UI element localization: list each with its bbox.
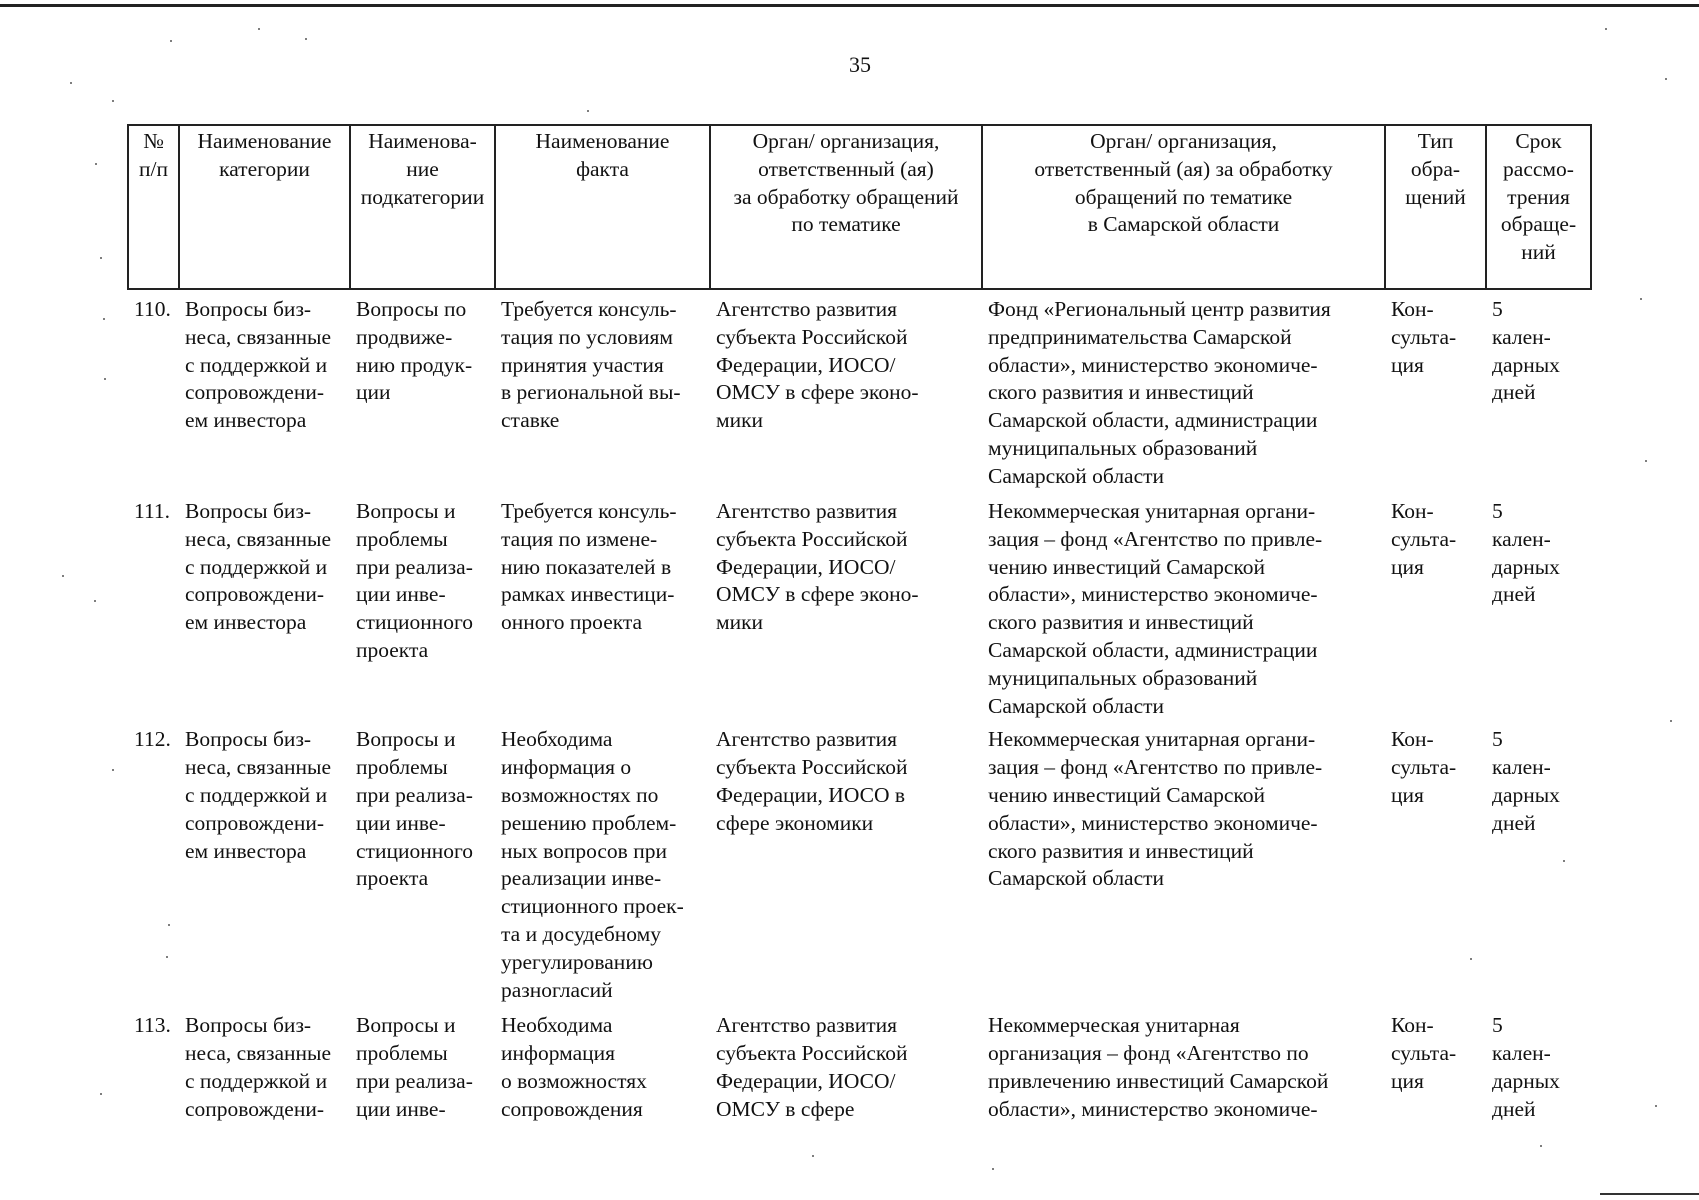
scan-speck <box>1605 28 1607 30</box>
table-row <box>128 492 1591 720</box>
scan-speck <box>1640 298 1642 300</box>
header-appeal-type: Тип обра- щений <box>1385 125 1486 289</box>
scan-speck <box>170 40 172 42</box>
scan-speck <box>258 28 260 30</box>
row-regional-body: Некоммерческая унитарная органи- зация – фонд «Агентство по привле- чению инвестиций Самарской области», министерство экономиче- ского развития и инвестиций Самарской области, администрации муниципальных образований Самарской области <box>988 499 1323 718</box>
scan-speck <box>100 1093 102 1095</box>
row-regional-body: Некоммерческая унитарная организация – фонд «Агентство по привлечению инвестиций Самарской области», министерство экономиче- <box>988 1013 1329 1121</box>
row-regional-body: Фонд «Региональный центр развития предпринимательства Самарской области», министерство экономиче- ского развития и инвестиций Самарской области, администрации муниципальных образований Самарской области <box>988 297 1331 488</box>
scan-speck <box>1563 860 1565 862</box>
table-row <box>128 720 1591 1006</box>
scan-speck <box>812 1155 814 1157</box>
top-border-rule <box>0 4 1699 7</box>
row-fact: Требуется консуль- тация по условиям принятия участия в региональной вы- ставке <box>501 297 681 433</box>
row-category: Вопросы биз- неса, связанные с поддержкой и сопровождени- ем инвестора <box>185 727 332 863</box>
scan-speck <box>166 956 168 958</box>
row-appeal-type: Кон- сульта- ция <box>1391 297 1457 377</box>
scan-speck <box>112 100 114 102</box>
row-review-term: 5 кален- дарных дней <box>1492 499 1560 607</box>
row-federal-body: Агентство развития субъекта Российской Федерации, ИОСО в сфере экономики <box>716 727 908 835</box>
row-number: 113. <box>134 1013 171 1038</box>
scan-speck <box>1665 78 1667 80</box>
row-subcategory: Вопросы по продвиже- нию продук- ции <box>356 297 473 405</box>
row-number: 112. <box>134 727 171 752</box>
table-header-row <box>128 125 1591 289</box>
row-review-term: 5 кален- дарных дней <box>1492 297 1560 405</box>
row-subcategory: Вопросы и проблемы при реализа- ции инве- <box>356 1013 473 1121</box>
header-subcategory: Наименова- ние подкатегории <box>350 125 495 289</box>
header-category: Наименование категории <box>179 125 350 289</box>
scan-speck <box>70 82 72 84</box>
header-number: № п/п <box>128 125 179 289</box>
row-appeal-type: Кон- сульта- ция <box>1391 1013 1457 1093</box>
row-review-term: 5 кален- дарных дней <box>1492 1013 1560 1121</box>
row-fact: Необходима информация о возможностях сопровождения <box>501 1013 647 1121</box>
scan-speck <box>587 110 589 112</box>
row-regional-body: Некоммерческая унитарная органи- зация – фонд «Агентство по привле- чению инвестиций Самарской области», министерство экономиче- ского развития и инвестиций Самарской области <box>988 727 1323 891</box>
row-subcategory: Вопросы и проблемы при реализа- ции инве- стиционного проекта <box>356 499 474 662</box>
scan-speck <box>112 769 114 771</box>
scan-speck <box>100 257 102 259</box>
row-federal-body: Агентство развития субъекта Российской Федерации, ИОСО/ ОМСУ в сфере эконо- мики <box>716 499 919 635</box>
scan-speck <box>94 600 96 602</box>
row-category: Вопросы биз- неса, связанные с поддержкой и сопровождени- ем инвестора <box>185 297 332 433</box>
bottom-edge-rule <box>1600 1193 1699 1195</box>
scan-speck <box>1670 720 1672 722</box>
scan-speck <box>104 378 106 380</box>
header-fact: Наименование факта <box>495 125 710 289</box>
row-federal-body: Агентство развития субъекта Российской Федерации, ИОСО/ ОМСУ в сфере эконо- мики <box>716 297 919 433</box>
row-appeal-type: Кон- сульта- ция <box>1391 727 1457 807</box>
table-row <box>128 289 1591 492</box>
row-number: 110. <box>134 297 171 321</box>
scan-speck <box>95 163 97 165</box>
table-row <box>128 1006 1591 1132</box>
row-category: Вопросы биз- неса, связанные с поддержкой и сопровождени- <box>185 1013 332 1121</box>
row-appeal-type: Кон- сульта- ция <box>1391 499 1457 579</box>
scan-speck <box>1645 460 1647 462</box>
scan-speck <box>1655 1105 1657 1107</box>
scan-speck <box>305 38 307 40</box>
scan-speck <box>103 318 105 320</box>
header-regional-body: Орган/ организация, ответственный (ая) за обработку обращений по тематике в Самарской области <box>982 125 1385 289</box>
row-federal-body: Агентство развития субъекта Российской Федерации, ИОСО/ ОМСУ в сфере <box>716 1013 908 1121</box>
header-review-term: Срок рассмо- трения обраще- ний <box>1486 125 1591 289</box>
scan-speck <box>992 1168 994 1170</box>
page-number: 35 <box>849 52 871 77</box>
row-review-term: 5 кален- дарных дней <box>1492 727 1560 835</box>
header-federal-body: Орган/ организация, ответственный (ая) за обработку обращений по тематике <box>710 125 982 289</box>
row-fact: Требуется консуль- тация по измене- нию показателей в рамках инвестици- онного проекта <box>501 499 677 635</box>
appeals-table <box>127 124 1592 1132</box>
row-number: 111. <box>134 499 171 523</box>
row-subcategory: Вопросы и проблемы при реализа- ции инве- стиционного проекта <box>356 727 474 891</box>
scan-speck <box>1540 1145 1542 1147</box>
scan-speck <box>62 575 64 577</box>
scan-speck <box>1470 958 1472 960</box>
row-fact: Необходима информация о возможностях по решению проблем- ных вопросов при реализации инве- стиционного проек- та и досудебному урегулированию разногласий <box>501 727 684 1002</box>
row-category: Вопросы биз- неса, связанные с поддержкой и сопровождени- ем инвестора <box>185 499 332 635</box>
scan-speck <box>168 924 170 926</box>
